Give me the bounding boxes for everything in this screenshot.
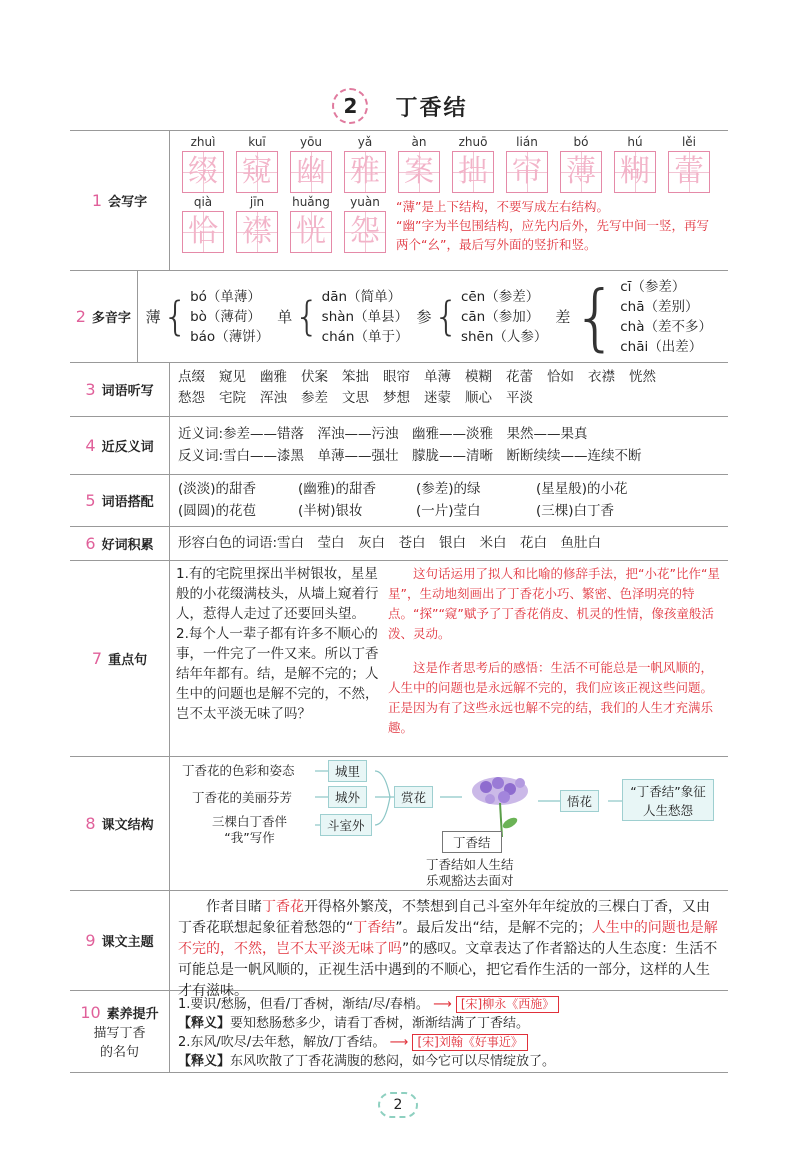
char-grid-row2 [176, 193, 396, 254]
char-box: 怨 [344, 211, 386, 253]
word: 模糊 [465, 369, 492, 385]
char-box: 缀 [182, 151, 224, 193]
pinyin: lěi [681, 135, 697, 149]
poly-reading: bò（薄荷） [190, 308, 261, 325]
antonym-line: 反义词:雪白——漆黑 单薄——强壮 朦胧——清晰 断断续续——连续不断 [178, 448, 642, 464]
lesson-number: 2 [332, 88, 368, 124]
tag-enjoy-flower: 赏花 [394, 786, 433, 808]
char-box: 糊 [614, 151, 656, 193]
section-theme: 9 课文主题 作者目睹丁香花开得格外繁茂，不禁想到自己斗室外年年绽放的三棵白丁香，又由丁香花联想起象征着愁怨的“丁香结”。最后发出“结，是解不完的；人生中的问题也是解不完的，不然，岂不太平淡无味了吗”的感叹。文章表达了作者豁达的人生态度：生活不可能总是一帆风顺的，正视生活中遇到的不顺心，把它看作生活的一部分，这样的人生才有滋味。 [70, 891, 728, 991]
pinyin: yǎ [357, 135, 373, 149]
word: 顺心 [465, 390, 492, 406]
char-cell [176, 133, 230, 193]
char-cell [338, 133, 392, 193]
word: 恍然 [629, 369, 656, 385]
char-cell [662, 133, 716, 193]
word: 参差 [301, 390, 328, 406]
section-structure: 8 课文结构 丁香花的色彩和姿态 城里 丁香花的美丽芬芳 城外 三棵白丁香伴 “我”写作 斗室外 赏花 丁香结 丁香结如人生结 乐观豁达去面对 悟花 “丁香结”象征人生愁怨 [70, 757, 728, 891]
char-box: 帘 [506, 151, 548, 193]
note-you: “幽”字为半包围结构，应先内后外，先写中间一竖，再写两个“幺”，最后写外面的竖折和竖。 [396, 218, 709, 252]
section-key-sentences: 7 重点句 1.有的宅院里探出半树银妆，星星般的小花缀满枝头，从墙上窥着行人，惹得人走过了还要回头望。 2.每个人一辈子都有许多不顺心的事，一件完了一件又来。所以丁香结年年都有。结，是解不完的；人生中的问题也是解不完的，不然，岂不太平淡无味了吗？ 这句话运用了拟人和比喻的修辞手法，把“小花”比作“星星”，生动地刻画出了丁香花小巧、繁密、色泽明亮的特点。“探”“窥”赋予了丁香花俏皮、机灵的性情，像孩童般活泼、灵动。 这是作者思考后的感悟：生活不可能总是一帆风顺的，人生中的问题也是永远解不完的，我们应该正视这些问题。正是因为有了这些永远也解不完的结，我们的人生才充满乐趣。 [70, 561, 728, 757]
char-grid-row1 [176, 133, 722, 193]
collocation: (圆圆)的花苞 [178, 503, 257, 519]
char-box: 雅 [344, 151, 386, 193]
word: 愁怨 [178, 390, 205, 406]
structure-leaf-2: 丁香花的美丽芬芳 [192, 790, 293, 805]
tag-city: 城里 [328, 760, 367, 782]
section-polyphonic: 2 多音字 薄 { bó（单薄） bò（薄荷） báo（薄饼） 单 { dān（简单） shàn（单县） chán（单于） 参 { cēn（参差） cān（参加） shēn（人参） 差 { cī（参差） chā（差别） chà（差不多） chāi（出差） [70, 271, 728, 363]
poly-reading: chán（单于） [321, 328, 409, 345]
poly-reading: bó（单薄） [190, 288, 261, 305]
pinyin: lián [516, 135, 538, 149]
note-bo: “薄”是上下结构，不要写成左右结构。 [396, 199, 609, 214]
lesson-title: 丁香结 [395, 95, 468, 121]
collocation: (一片)莹白 [416, 503, 481, 519]
char-box: 拙 [452, 151, 494, 193]
poly-reading: chāi（出差） [620, 338, 703, 355]
word: 衣襟 [588, 369, 615, 385]
section-synonyms: 4 近反义词 近义词:参差——错落 浑浊——污浊 幽雅——淡雅 果然——果真 反义词:雪白——漆黑 单薄——强壮 朦胧——清晰 断断续续——连续不断 [70, 417, 728, 475]
pinyin: zhuō [458, 135, 488, 149]
section-dictation: 3 词语听写 点缀 窥见 幽雅 伏案 笨拙 眼帘 单薄 模糊 花蕾 恰如 衣襟 恍然 愁怨 宅院 浑浊 参差 文思 梦想 迷蒙 顺心 平淡 [70, 363, 728, 417]
poly-group-can: 参 { cēn（参差） cān（参加） shēn（人参） [416, 288, 548, 345]
page-number: 2 [378, 1092, 418, 1118]
word: 眼帘 [383, 369, 410, 385]
char-cell [284, 193, 338, 254]
poem-line-2: 2.东风/吹尽/去年愁，解放/丁香结。 ⟶ [宋]刘翰《好事近》 [178, 1033, 720, 1052]
word-line-2 [178, 388, 720, 409]
char-cell [500, 133, 554, 193]
poly-reading: chā（差别） [620, 298, 699, 315]
word: 花蕾 [506, 369, 533, 385]
synonym-line: 近义词:参差——错落 浑浊——污浊 幽雅——淡雅 果然——果真 [178, 426, 588, 442]
word: 迷蒙 [424, 390, 451, 406]
char-box: 窥 [236, 151, 278, 193]
collocation: (星星般)的小花 [536, 481, 628, 497]
pinyin: kuī [248, 135, 266, 149]
tag-outskirts: 城外 [328, 786, 367, 808]
lilac-illustration [472, 777, 528, 837]
char-box: 恰 [182, 211, 224, 253]
structure-leaf-1: 丁香花的色彩和姿态 [182, 763, 295, 778]
char-cell [392, 133, 446, 193]
pinyin: yuàn [350, 195, 380, 209]
char-box: 蕾 [668, 151, 710, 193]
poem-line-1: 1.要识/愁肠，但看/丁香树，渐结/尽/春梢。 ⟶ [宋]柳永《西施》 [178, 995, 720, 1014]
word: 梦想 [383, 390, 410, 406]
word-line-1 [178, 367, 720, 388]
meaning-1: 【释义】要知愁肠愁多少，请看丁香树，渐渐结满了丁香结。 [178, 1016, 530, 1031]
poly-reading: chà（差不多） [620, 318, 712, 335]
char-cell [446, 133, 500, 193]
word: 浑浊 [260, 390, 287, 406]
pinyin: zhuì [190, 135, 216, 149]
collocation: (半树)银妆 [298, 503, 363, 519]
word: 幽雅 [260, 369, 287, 385]
collocation: (幽雅)的甜香 [298, 481, 377, 497]
section-famous-lines: 10 素养提升 描写丁香的名句 1.要识/愁肠，但看/丁香树，渐结/尽/春梢。 ⟶ [宋]柳永《西施》 【释义】要知愁肠愁多少，请看丁香树，渐渐结满了丁香结。 2.东风/吹尽/去年愁，解放/丁香结。 ⟶ [宋]刘翰《好事近》 【释义】东风吹散了丁香花满腹的愁闷，如今它可以尽情绽放了。 [70, 991, 728, 1073]
word: 平淡 [506, 390, 533, 406]
char-cell [230, 133, 284, 193]
char-cell [608, 133, 662, 193]
char-cell [230, 193, 284, 254]
word: 宅院 [219, 390, 246, 406]
pinyin: hú [627, 135, 643, 149]
poly-group-cha: 差 { cī（参差） chā（差别） chà（差不多） chāi（出差） [555, 274, 712, 359]
char-box: 襟 [236, 211, 278, 253]
pinyin: jīn [249, 195, 265, 209]
collocation-line-1 [178, 478, 720, 500]
char-cell [284, 133, 338, 193]
pinyin: huǎng [292, 195, 330, 209]
section-writing-chars: 1 会写字 zhuì 缀 kuī 窥 yōu 幽 yǎ 雅 àn 案 zhuō 拙 lián 帘 bó 薄 hú 糊 lěi 蕾 qià 恰 jīn 襟 huǎng 恍 yuàn 怨 “薄”是上下结构，不要写成左右结构。 “幽”字为半包围结构，应先内后外，先写中间一竖，再写两个“幺”，最后写外面的竖折和竖。 [70, 131, 728, 271]
char-box: 恍 [290, 211, 332, 253]
poly-reading: cēn（参差） [460, 288, 540, 305]
word: 笨拙 [342, 369, 369, 385]
poly-reading: shàn（单县） [321, 308, 409, 325]
word: 窥见 [219, 369, 246, 385]
center-sub: 丁香结如人生结 乐观豁达去面对 [426, 857, 514, 888]
section-collocations: 5 词语搭配 (淡淡)的甜香 (幽雅)的甜香 (参差)的绿 (星星般)的小花 (圆圆)的花苞 (半树)银妆 (一片)莹白 (三棵)白丁香 [70, 475, 728, 527]
collocation: (三棵)白丁香 [536, 503, 615, 519]
collocation: (淡淡)的甜香 [178, 481, 257, 497]
char-cell [338, 193, 392, 254]
page-header [0, 88, 800, 124]
collocation: (参差)的绿 [416, 481, 481, 497]
word: 伏案 [301, 369, 328, 385]
good-words-text: 形容白色的词语:雪白 莹白 灰白 苍白 银白 米白 花白 鱼肚白 [178, 535, 602, 551]
analysis-1: 这句话运用了拟人和比喻的修辞手法，把“小花”比作“星星”，生动地刻画出了丁香花小巧、繁密、色泽明亮的特点。“探”“窥”赋予了丁香花俏皮、机灵的性情，像孩童般活泼、灵动。 [388, 566, 720, 641]
word: 文思 [342, 390, 369, 406]
poly-reading: cī（参差） [620, 278, 686, 295]
char-cell [554, 133, 608, 193]
pinyin: bó [573, 135, 589, 149]
structure-center: 丁香结 [442, 831, 502, 853]
tag-realize: 悟花 [560, 790, 599, 812]
pinyin: qià [193, 195, 213, 209]
key-sentence-2: 2.每个人一辈子都有许多不顺心的事，一件完了一件又来。所以丁香结年年都有。结，是解不完的；人生中的问题也是解不完的，不然，岂不太平淡无味了吗？ [176, 626, 379, 722]
poly-reading: cān（参加） [460, 308, 540, 325]
theme-paragraph: 作者目睹丁香花开得格外繁茂，不禁想到自己斗室外年年绽放的三棵白丁香，又由丁香花联想起象征着愁怨的“丁香结”。最后发出“结，是解不完的；人生中的问题也是解不完的，不然，岂不太平淡无味了吗”的感叹。文章表达了作者豁达的人生态度：生活不可能总是一帆风顺的，正视生活中遇到的不顺心，把它看作生活的一部分，这样的人生才有滋味。 [178, 899, 718, 999]
pinyin: yōu [299, 135, 323, 149]
collocation-line-2 [178, 500, 720, 522]
char-cell [176, 193, 230, 254]
poly-reading: báo（薄饼） [190, 328, 270, 345]
poly-reading: dān（简单） [321, 288, 402, 305]
meaning-2: 【释义】东风吹散了丁香花满腹的愁闷，如今它可以尽情绽放了。 [178, 1054, 556, 1069]
analysis-2: 这是作者思考后的感悟：生活不可能总是一帆风顺的，人生中的问题也是永远解不完的，我们应该正视这些问题。正是因为有了这些永远也解不完的结，我们的人生才充满乐趣。 [388, 660, 714, 735]
study-sheet [70, 130, 728, 1073]
key-sentence-1: 1.有的宅院里探出半树银妆，星星般的小花缀满枝头，从墙上窥着行人，惹得人走过了还要回头望。 [176, 566, 379, 622]
poly-reading: shēn（人参） [460, 328, 548, 345]
tag-outside-room: 斗室外 [320, 814, 372, 836]
word: 恰如 [547, 369, 574, 385]
section-good-words: 6 好词积累 形容白色的词语:雪白 莹白 灰白 苍白 银白 米白 花白 鱼肚白 [70, 527, 728, 561]
char-box: 幽 [290, 151, 332, 193]
char-box: 薄 [560, 151, 602, 193]
char-box: 案 [398, 151, 440, 193]
poly-group-bao: 薄 { bó（单薄） bò（薄荷） báo（薄饼） [145, 288, 270, 345]
structure-conclusion: “丁香结”象征人生愁怨 [622, 779, 714, 821]
word: 点缀 [178, 369, 205, 385]
poly-group-dan: 单 { dān（简单） shàn（单县） chán（单于） [277, 288, 409, 345]
word: 单薄 [424, 369, 451, 385]
pinyin: àn [411, 135, 427, 149]
structure-leaf-3: 三棵白丁香伴 “我”写作 [212, 814, 288, 845]
